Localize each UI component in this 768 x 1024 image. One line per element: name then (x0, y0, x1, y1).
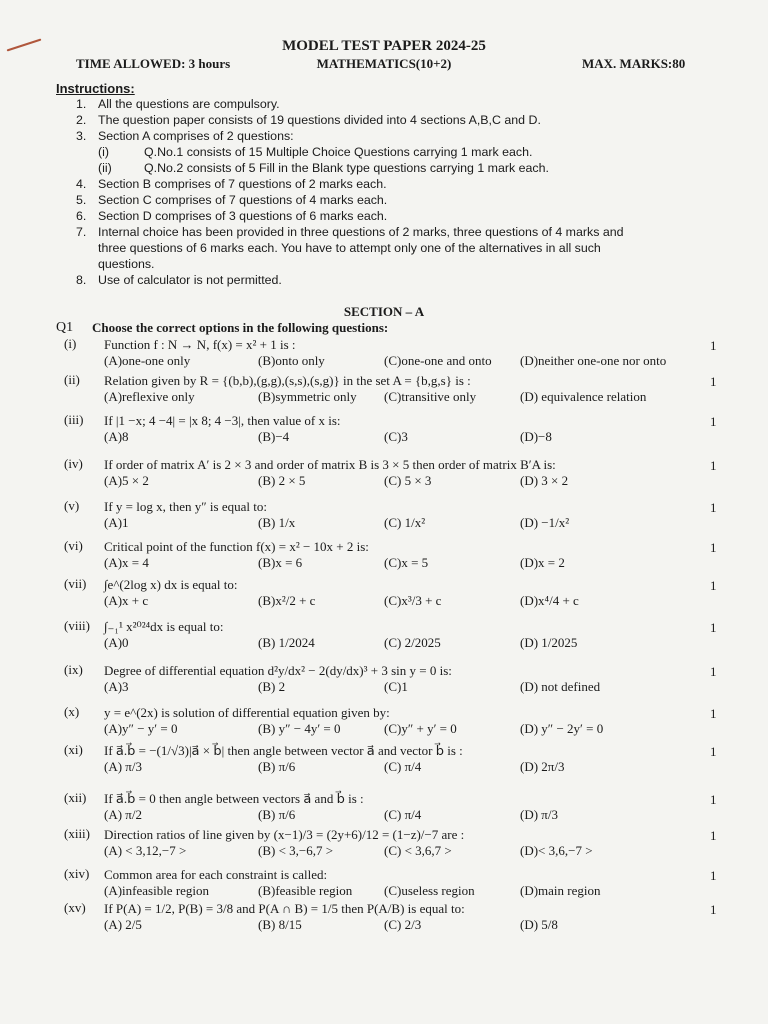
option-a: (A)3 (104, 679, 129, 694)
question-text: Direction ratios of line given by (x−1)/3 = (2y+6)/12 = (1−z)/−7 are : (104, 827, 465, 842)
instruction-text: Use of calculator is not permitted. (98, 273, 282, 287)
instruction-number: 1. (76, 97, 87, 111)
question-text: If order of matrix A′ is 2 × 3 and order of matrix B is 3 × 5 then order of matrix B′A is: (104, 457, 556, 472)
option-b: (B) 1/x (258, 515, 296, 530)
option-d: (D) equivalence relation (520, 389, 647, 404)
instruction-number: 2. (76, 113, 87, 127)
question-marks: 1 (710, 664, 717, 679)
option-d: (D)−8 (520, 429, 552, 444)
question-text: ∫e^(2log x) dx is equal to: (104, 577, 238, 592)
question-marks: 1 (710, 868, 717, 883)
option-c: (C)1 (384, 679, 408, 694)
option-b: (B) π/6 (258, 759, 296, 774)
option-a: (A)y″ − y′ = 0 (104, 721, 178, 736)
option-c: (C) π/4 (384, 807, 422, 822)
option-a: (A) 2/5 (104, 917, 142, 932)
question-label: (ii) (64, 372, 80, 387)
option-a: (A)0 (104, 635, 129, 650)
question-marks: 1 (710, 578, 717, 593)
option-b: (B) 2 × 5 (258, 473, 306, 488)
instruction-number: 8. (76, 273, 87, 287)
question-marks: 1 (710, 338, 717, 353)
option-c: (C) 1/x² (384, 515, 426, 530)
option-c: (C)3 (384, 429, 408, 444)
question-label: (xv) (64, 900, 86, 915)
instruction-number: 7. (76, 225, 87, 239)
option-a: (A)one-one only (104, 353, 191, 368)
question-text: If P(A) = 1/2, P(B) = 3/8 and P(A ∩ B) = 1/5 then P(A/B) is equal to: (104, 901, 465, 916)
question-text: If a⃗.b⃗ = −(1/√3)|a⃗ × b⃗| then angle between vector a⃗ and vector b⃗ is : (104, 743, 463, 758)
option-b: (B) 1/2024 (258, 635, 315, 650)
instruction-text: All the questions are compulsory. (98, 97, 280, 111)
option-c: (C) 5 × 3 (384, 473, 432, 488)
section-title: SECTION – A (343, 304, 425, 319)
option-b: (B)symmetric only (258, 389, 357, 404)
question-label: (iii) (64, 412, 84, 427)
question-text: If y = log x, then y″ is equal to: (104, 499, 267, 514)
instruction-number: 3. (76, 129, 87, 143)
option-d: (D) 1/2025 (520, 635, 578, 650)
instruction-text: questions. (98, 257, 155, 271)
question-label: (x) (64, 704, 80, 719)
question-marks: 1 (710, 620, 717, 635)
instruction-number: (i) (98, 145, 110, 159)
option-d: (D)neither one-one nor onto (520, 353, 667, 368)
question-marks: 1 (710, 828, 717, 843)
option-d: (D)x⁴/4 + c (520, 593, 579, 608)
option-a: (A) π/2 (104, 807, 142, 822)
option-b: (B) y″ − 4y′ = 0 (258, 721, 341, 736)
max-marks: MAX. MARKS:80 (582, 56, 686, 71)
question-number: Q1 (56, 320, 74, 335)
question-label: (xii) (64, 790, 87, 805)
instruction-text: Section A comprises of 2 questions: (98, 129, 294, 143)
instruction-text: Q.No.2 consists of 5 Fill in the Blank type questions carrying 1 mark each. (144, 161, 549, 175)
option-c: (C)one-one and onto (384, 353, 492, 368)
question-label: (xi) (64, 742, 83, 757)
question-label: (i) (64, 336, 77, 351)
question-label: (iv) (64, 456, 83, 471)
option-b: (B) π/6 (258, 807, 296, 822)
question-marks: 1 (710, 902, 717, 917)
option-d: (D)main region (520, 883, 601, 898)
option-d: (D)< 3,6,−7 > (520, 843, 593, 858)
option-d: (D) y″ − 2y′ = 0 (520, 721, 604, 736)
option-a: (A)8 (104, 429, 129, 444)
option-b: (B)−4 (258, 429, 290, 444)
question-label: (xiii) (64, 826, 90, 841)
option-d: (D) −1/x² (520, 515, 570, 530)
instruction-text: Section B comprises of 7 questions of 2 marks each. (98, 177, 387, 191)
option-a: (A)reflexive only (104, 389, 195, 404)
option-c: (C)useless region (384, 883, 475, 898)
time-allowed: TIME ALLOWED: 3 hours (76, 56, 231, 71)
option-b: (B) 2 (258, 679, 286, 694)
paper-title: MODEL TEST PAPER 2024-25 (282, 38, 486, 54)
question-marks: 1 (710, 792, 717, 807)
option-d: (D) π/3 (520, 807, 558, 822)
question-marks: 1 (710, 540, 717, 555)
question-text: Relation given by R = {(b,b),(g,g),(s,s),(s,g)} in the set A = {b,g,s} is : (104, 373, 471, 388)
question-text: Function f : N → N, f(x) = x² + 1 is : (104, 337, 296, 352)
option-a: (A) < 3,12,−7 > (104, 843, 187, 858)
option-c: (C) 2/3 (384, 917, 422, 932)
question-text: Degree of differential equation d²y/dx² − 2(dy/dx)³ + 3 sin y = 0 is: (104, 663, 452, 678)
question-marks: 1 (710, 500, 717, 515)
instruction-number: (ii) (98, 161, 112, 175)
question-text: ∫₋₁¹ x²⁰²⁴dx is equal to: (104, 619, 224, 634)
question-text: Common area for each constraint is called: (104, 867, 328, 882)
instruction-text: Internal choice has been provided in three questions of 2 marks, three questions of 4 marks and (98, 225, 624, 239)
option-c: (C) 2/2025 (384, 635, 441, 650)
option-c: (C)x = 5 (384, 555, 429, 570)
instruction-text: The question paper consists of 19 questions divided into 4 sections A,B,C and D. (98, 113, 541, 127)
option-d: (D) 3 × 2 (520, 473, 569, 488)
option-b: (B) 8/15 (258, 917, 302, 932)
instruction-text: Section C comprises of 7 questions of 4 marks each. (98, 193, 388, 207)
question-label: (v) (64, 498, 80, 513)
option-c: (C) π/4 (384, 759, 422, 774)
question-text: If a⃗.b⃗ = 0 then angle between vectors a⃗ and b⃗ is : (104, 791, 364, 806)
instruction-number: 4. (76, 177, 87, 191)
question-heading: Choose the correct options in the following questions: (92, 320, 389, 335)
option-b: (B)onto only (258, 353, 325, 368)
option-d: (D) not defined (520, 679, 601, 694)
option-a: (A)1 (104, 515, 129, 530)
question-marks: 1 (710, 458, 717, 473)
option-b: (B)feasible region (258, 883, 353, 898)
option-b: (B)x²/2 + c (258, 593, 316, 608)
option-d: (D) 5/8 (520, 917, 558, 932)
option-a: (A)x + c (104, 593, 149, 608)
question-text: Critical point of the function f(x) = x² − 10x + 2 is: (104, 539, 369, 554)
option-c: (C) < 3,6,7 > (384, 843, 452, 858)
option-c: (C)transitive only (384, 389, 477, 404)
subject: MATHEMATICS(10+2) (316, 56, 452, 71)
instruction-text: three questions of 6 marks each. You have to attempt only one of the alternatives in all such (98, 241, 601, 255)
instructions-heading: Instructions: (56, 81, 135, 96)
option-c: (C)y″ + y′ = 0 (384, 721, 457, 736)
question-marks: 1 (710, 706, 717, 721)
instruction-number: 5. (76, 193, 87, 207)
instruction-text: Section D comprises of 3 questions of 6 marks each. (98, 209, 388, 223)
question-text: If |1 −x; 4 −4| = |x 8; 4 −3|, then value of x is: (104, 413, 341, 428)
instruction-number: 6. (76, 209, 87, 223)
option-a: (A)x = 4 (104, 555, 149, 570)
option-a: (A) π/3 (104, 759, 142, 774)
question-label: (ix) (64, 662, 83, 677)
question-text: y = e^(2x) is solution of differential equation given by: (104, 705, 390, 720)
question-marks: 1 (710, 744, 717, 759)
question-label: (xiv) (64, 866, 90, 881)
option-a: (A)5 × 2 (104, 473, 149, 488)
option-d: (D) 2π/3 (520, 759, 565, 774)
option-a: (A)infeasible region (104, 883, 210, 898)
option-b: (B) < 3,−6,7 > (258, 843, 334, 858)
option-c: (C)x³/3 + c (384, 593, 442, 608)
instruction-text: Q.No.1 consists of 15 Multiple Choice Questions carrying 1 mark each. (144, 145, 533, 159)
option-b: (B)x = 6 (258, 555, 303, 570)
question-label: (vii) (64, 576, 87, 591)
option-d: (D)x = 2 (520, 555, 565, 570)
question-marks: 1 (710, 374, 717, 389)
question-label: (vi) (64, 538, 83, 553)
question-marks: 1 (710, 414, 717, 429)
question-label: (viii) (64, 618, 90, 633)
